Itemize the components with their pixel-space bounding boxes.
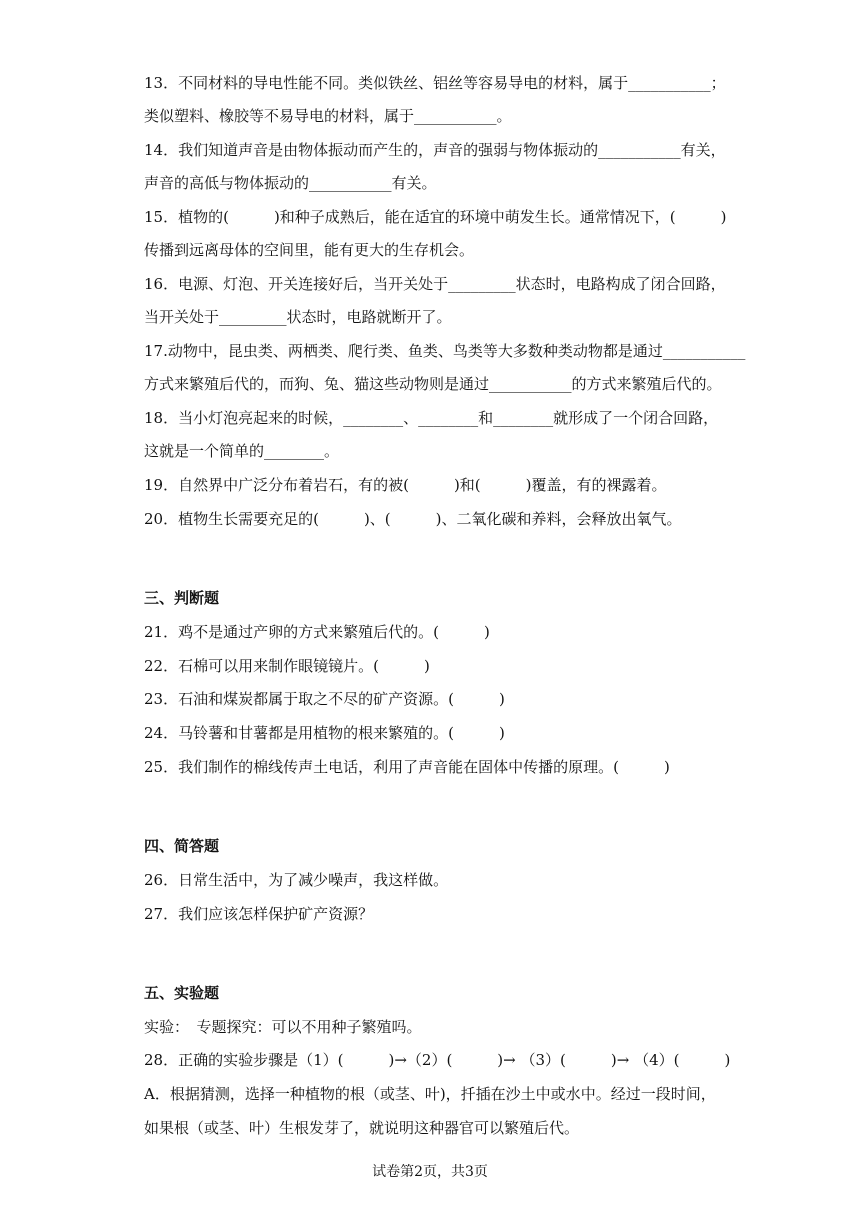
question-18-line-1: 18．当小灯泡亮起来的时候，________、________和________就形成了一个闭合回路， — [144, 409, 719, 427]
question-15-line-1: 15．植物的( )和种子成熟后，能在适宜的环境中萌发生长。通常情况下，( ) — [144, 208, 727, 226]
question-20: 20．植物生长需要充足的( )、( )、二氧化碳和养料，会释放出氧气。 — [144, 510, 682, 528]
question-28: 28．正确的实验步骤是（1）( )→（2）( )→ （3）( )→ （4）( ) — [144, 1051, 731, 1069]
question-15-line-2: 传播到远离母体的空间里，能有更大的生存机会。 — [144, 241, 475, 259]
question-13-line-1: 13．不同材料的导电性能不同。类似铁丝、铝丝等容易导电的材料，属于___________； — [144, 74, 726, 92]
section-experiment-heading: 五、实验题 — [144, 984, 220, 1002]
question-14-line-2: 声音的高低与物体振动的___________有关。 — [144, 174, 437, 192]
question-21: 21．鸡不是通过产卵的方式来繁殖后代的。( ) — [144, 623, 490, 641]
question-17-line-2: 方式来繁殖后代的，而狗、兔、猫这些动物则是通过___________的方式来繁殖后代的。 — [144, 375, 722, 393]
section-short-answer-heading: 四、简答题 — [144, 837, 220, 855]
question-22: 22．石棉可以用来制作眼镜镜片。( ) — [144, 657, 430, 675]
question-25: 25．我们制作的棉线传声土电话，利用了声音能在固体中传播的原理。( ) — [144, 758, 670, 776]
question-23: 23．石油和煤炭都属于取之不尽的矿产资源。( ) — [144, 690, 505, 708]
option-a-line-1: A．根据猜测，选择一种植物的根（或茎、叶)，扦插在沙土中或水中。经过一段时间， — [144, 1085, 716, 1103]
question-14-line-1: 14．我们知道声音是由物体振动而产生的，声音的强弱与物体振动的___________有关， — [144, 141, 726, 159]
page-footer: 试卷第2页，共3页 — [372, 1164, 488, 1180]
question-24: 24．马铃薯和甘薯都是用植物的根来繁殖的。( ) — [144, 724, 505, 742]
question-16-line-1: 16．电源、灯泡、开关连接好后，当开关处于_________状态时，电路构成了闭合回路， — [144, 275, 726, 293]
question-18-line-2: 这就是一个简单的________。 — [144, 442, 340, 460]
question-17-line-1: 17.动物中，昆虫类、两栖类、爬行类、鱼类、鸟类等大多数种类动物都是通过___________ — [144, 342, 746, 360]
option-a-line-2: 如果根（或茎、叶）生根发芽了，就说明这种器官可以繁殖后代。 — [144, 1119, 580, 1137]
question-16-line-2: 当开关处于_________状态时，电路就断开了。 — [144, 308, 452, 326]
question-13-line-2: 类似塑料、橡胶等不易导电的材料，属于___________。 — [144, 107, 512, 125]
question-27: 27．我们应该怎样保护矿产资源？ — [144, 905, 374, 923]
section-judgement-heading: 三、判断题 — [144, 589, 220, 607]
question-26: 26．日常生活中，为了减少噪声，我这样做。 — [144, 871, 449, 889]
experiment-intro: 实验： 专题探究：可以不用种子繁殖吗。 — [144, 1018, 422, 1036]
question-19: 19．自然界中广泛分布着岩石，有的被( )和( )覆盖，有的裸露着。 — [144, 476, 667, 494]
